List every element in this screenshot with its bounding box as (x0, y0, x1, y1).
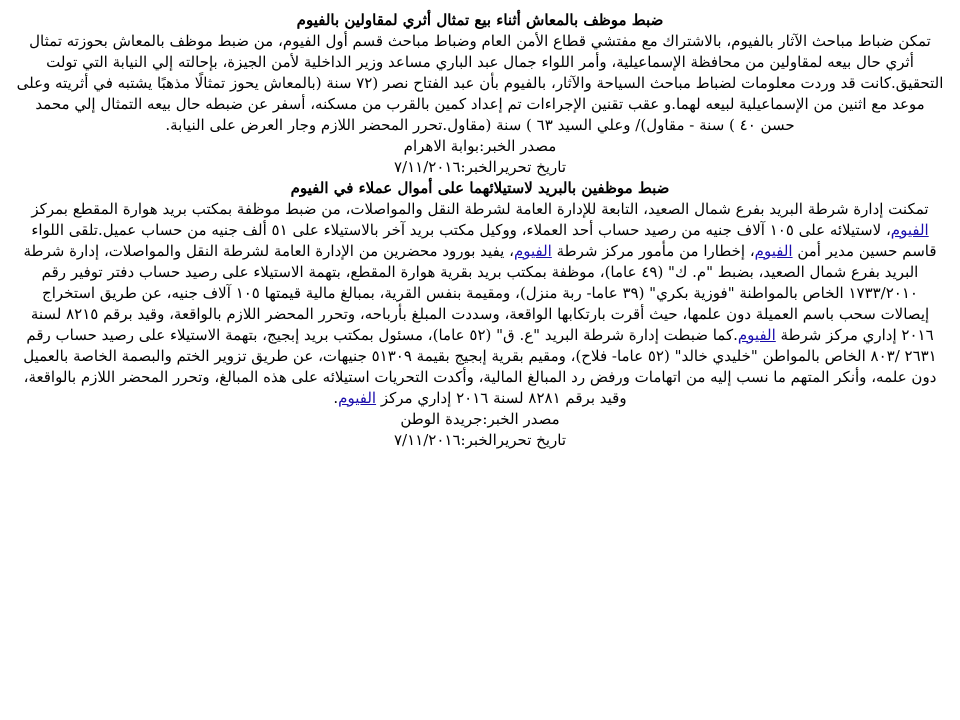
fayoum-link[interactable]: الفيوم (754, 242, 793, 260)
article2-source: مصدر الخبر:جريدة الوطن (400, 410, 560, 428)
article2-headline: ضبط موظفين بالبريد لاستيلائهما على أموال عملاء في الفيوم (290, 179, 670, 197)
article2-body-text: . (333, 389, 339, 407)
fayoum-link[interactable]: الفيوم (737, 326, 776, 344)
news-document (16, 0, 944, 451)
article2-body-text: ، يفيد بورود محضرين من الإدارة العامة لشرطة النقل والمواصلات، إدارة شرطة البريد بفرع شمال الصعيد، بضبط "م. ك" (٤٩ عاما)، موظفة بمكتب بريد بقرية هوارة المقطع، بتهمة الاستيلاء على رصيد حساب دفتر توفير رقم ١٧٣٣/٢٠١٠ الخاص بالمواطنة "فوزية بكري" (٣٩ عاما- ربة منزل)، ومقيمة بنفس القرية، بمبالغ مالية قيمتها ١٠٥ آلاف جنيه، عن طريق استخراج إيصالات سحب باسم العميلة دون علمها، حيث أقرت بارتكابها الواقعة، وسددت المبلغ بأرباحه، وتحرر المحضر اللازم بالواقعة، وقيد برقم ٨٢١٥ لسنة ٢٠١٦ إداري مركز شرطة (23, 242, 934, 344)
article1-headline: ضبط موظف بالمعاش أثناء بيع تمثال أثري لمقاولين بالفيوم (296, 11, 664, 29)
fayoum-link[interactable]: الفيوم (513, 242, 552, 260)
article2-body-text: .كما ضبطت إدارة شرطة البريد "ع. ق" (٥٢ عاما)، مسئول بمكتب بريد إبجيج، بتهمة الاستيلاء على رصيد حساب رقم ٢٦٣١ /٨٠٣ الخاص بالمواطن "خليدي خالد" (٥٢ عاما- فلاح)، ومقيم بقرية إبجيج بقيمة ٥١٣٠٩ جنيهات، عن طريق تزوير الختم والبصمة الخاصة بالعميل دون علمه، وأنكر المتهم ما نسب إليه من اتهامات ورفض رد المبالغ المالية، وأكدت التحريات استيلائه على هذه المبالغ، وتحرر المحضر اللازم بالواقعة، وقيد برقم ٨٢٨١ لسنة ٢٠١٦ إداري مركز (23, 326, 937, 407)
article2-body-text: تمكنت إدارة شرطة البريد بفرع شمال الصعيد، التابعة للإدارة العامة لشرطة النقل والمواصلات، من ضبط موظفة بمكتب بريد هوارة المقطع بمركز (31, 200, 929, 218)
article2-body-text: ، لاستيلائه على ١٠٥ آلاف جنيه من رصيد حساب أحد العملاء، ووكيل مكتب بريد آخر بالاستيلاء على ٥١ ألف جنيه من حساب عميل.تلقى اللواء قاسم حسين مدير أمن (31, 221, 937, 260)
article2-body (16, 199, 944, 409)
article1-date: تاريخ تحريرالخبر:٧/١١/٢٠١٦ (394, 158, 566, 176)
article1-body: تمكن ضباط مباحث الآثار بالفيوم، بالاشتراك مع مفتشي قطاع الأمن العام وضباط مباحث قسم أول الفيوم، من ضبط موظف بالمعاش بحوزته تمثال أثري حال بيعه لمقاولين من محافظة الإسماعيلية، وأمر اللواء جمال عبد الباري مساعد وزير الداخلية لأمن الجيزة، بإحالته إلي النيابة التي تولت التحقيق.كانت قد وردت معلومات لضباط مباحث السياحة والآثار، بالفيوم بأن عبد الفتاح نصر (٧٢ سنة (بالمعاش يحوز تمثالًا مذهبًا يشتبه في أثريته وعلى موعد مع اثنين من الإسماعيلية لبيعه لهما.و عقب تقنين الإجراءات تم إعداد كمين بالقرب من مسكنه، أسفر عن ضبطه حال بيعه التمثال إلي محمد حسن ٤٠ ) سنة - مقاول)/ وعلي السيد ٦٣ ) سنة (مقاول.تحرر المحضر اللازم وجار العرض على النيابة. (16, 32, 944, 134)
article2-body-text: ، إخطارا من مأمور مركز شرطة (551, 242, 755, 260)
fayoum-link[interactable]: الفيوم (338, 389, 377, 407)
article1-source: مصدر الخبر:بوابة الاهرام (403, 137, 557, 155)
fayoum-link[interactable]: الفيوم (890, 221, 929, 239)
article2-date: تاريخ تحريرالخبر:٧/١١/٢٠١٦ (394, 431, 566, 449)
